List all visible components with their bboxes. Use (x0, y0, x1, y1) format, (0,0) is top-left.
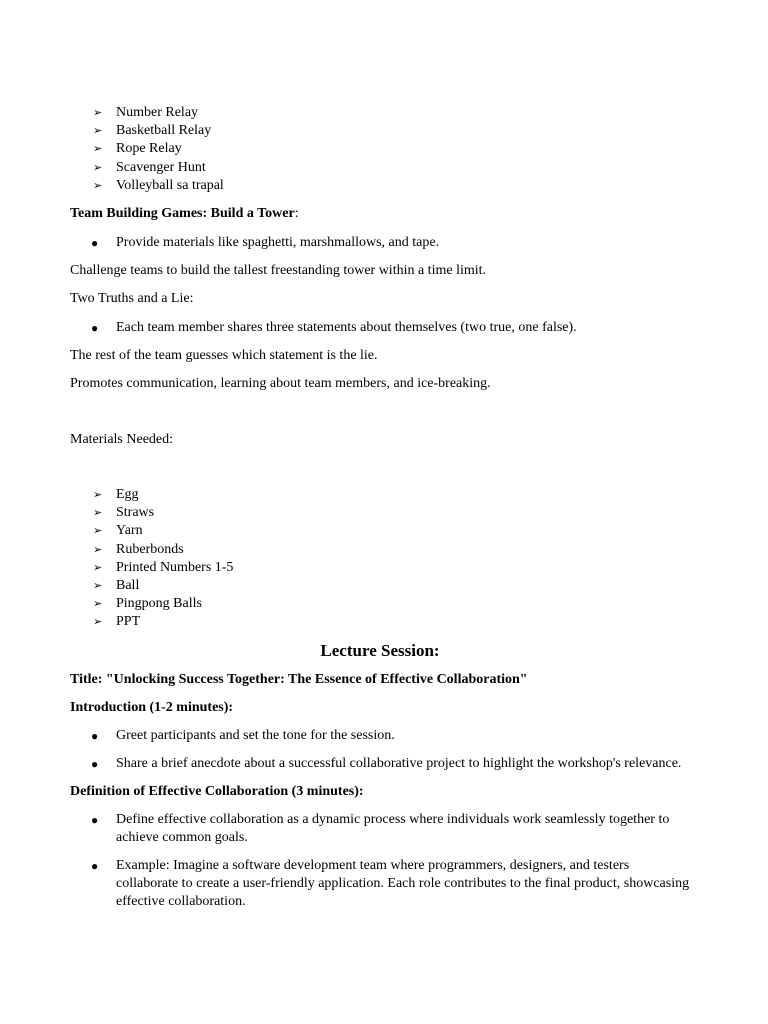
list-item-text: Volleyball sa trapal (116, 177, 224, 193)
list-item (70, 522, 690, 540)
list-item (70, 559, 690, 577)
list-item-text: Rope Relay (116, 141, 182, 157)
two-truths-heading: Two Truths and a Lie: (70, 290, 194, 306)
materials-heading: Materials Needed: (70, 431, 174, 447)
list-item (70, 811, 690, 847)
two-truths-line-1: The rest of the team guesses which statement is the lie. (70, 347, 378, 363)
definition-heading: Definition of Effective Collaboration (3 minutes): (70, 784, 364, 800)
list-item-text: Straws (116, 505, 155, 521)
list-item (70, 122, 690, 140)
lecture-title: Title: "Unlocking Success Together: The Essence of Effective Collaboration" (70, 672, 528, 688)
lecture-session-heading: Lecture Session: (320, 641, 440, 661)
list-item (70, 595, 690, 613)
document-page (70, 104, 690, 911)
dot-bullet-icon: ● (91, 813, 99, 828)
list-item (70, 177, 690, 195)
list-item-text: Provide materials like spaghetti, marshmallows, and tape. (116, 234, 440, 250)
team-building-heading (70, 205, 690, 223)
list-item-text: PPT (116, 614, 141, 630)
team-building-bullets (70, 234, 690, 252)
list-item (70, 755, 690, 773)
arrow-bullet-icon: ➢ (93, 507, 103, 520)
list-item-text: Egg (116, 486, 139, 502)
list-item (70, 857, 690, 911)
list-item (70, 727, 690, 745)
list-item (70, 613, 690, 631)
arrow-bullet-icon: ➢ (93, 561, 103, 574)
games-list (70, 104, 690, 195)
introduction-heading: Introduction (1-2 minutes): (70, 700, 234, 716)
arrow-bullet-icon: ➢ (93, 543, 103, 556)
list-item-text: Share a brief anecdote about a successful collaborative project to highlight the workshop's relevance. (116, 756, 682, 772)
list-item (70, 159, 690, 177)
arrow-bullet-icon: ➢ (93, 616, 103, 629)
list-item (70, 504, 690, 522)
list-item-text: Greet participants and set the tone for the session. (116, 728, 395, 744)
definition-bullets (70, 811, 690, 911)
list-item-text: Basketball Relay (116, 123, 212, 139)
two-truths-bullets (70, 319, 690, 337)
arrow-bullet-icon: ➢ (93, 125, 103, 138)
two-truths-line-2: Promotes communication, learning about team members, and ice-breaking. (70, 375, 491, 391)
list-item-text: Each team member shares three statements about themselves (two true, one false). (116, 319, 577, 335)
arrow-bullet-icon: ➢ (93, 488, 103, 501)
list-item-text: Printed Numbers 1-5 (116, 559, 234, 575)
dot-bullet-icon: ● (91, 235, 99, 250)
list-item (70, 104, 690, 122)
list-item-text: Ruberbonds (116, 541, 184, 557)
materials-list (70, 486, 690, 632)
team-building-heading-suffix: : (294, 205, 299, 221)
team-building-heading-bold: Team Building Games: Build a Tower (70, 205, 295, 221)
list-item (70, 319, 690, 337)
dot-bullet-icon: ● (91, 859, 99, 874)
dot-bullet-icon: ● (91, 729, 99, 744)
list-item (70, 140, 690, 158)
list-item-text: Ball (116, 577, 140, 593)
arrow-bullet-icon: ➢ (93, 161, 103, 174)
list-item (70, 234, 690, 252)
list-item-text: Scavenger Hunt (116, 159, 206, 175)
arrow-bullet-icon: ➢ (93, 107, 103, 119)
list-item (70, 541, 690, 559)
introduction-bullets (70, 727, 690, 773)
challenge-text: Challenge teams to build the tallest freestanding tower within a time limit. (70, 262, 487, 278)
arrow-bullet-icon: ➢ (93, 525, 103, 538)
dot-bullet-icon: ● (91, 757, 99, 772)
list-item-text: Example: Imagine a software development team where programmers, designers, and testers collaborate to create a user-friendly application. Each role contributes to the final product, showcasing effective collaboration. (116, 858, 690, 910)
list-item-text: Number Relay (116, 105, 199, 120)
arrow-bullet-icon: ➢ (93, 143, 103, 156)
list-item-text: Pingpong Balls (116, 596, 202, 612)
list-item (70, 486, 690, 504)
arrow-bullet-icon: ➢ (93, 179, 103, 192)
arrow-bullet-icon: ➢ (93, 598, 103, 611)
list-item-text: Yarn (116, 523, 143, 539)
dot-bullet-icon: ● (91, 320, 99, 335)
arrow-bullet-icon: ➢ (93, 579, 103, 592)
list-item-text: Define effective collaboration as a dynamic process where individuals work seamlessly together to achieve common goals. (116, 812, 670, 846)
list-item (70, 577, 690, 595)
